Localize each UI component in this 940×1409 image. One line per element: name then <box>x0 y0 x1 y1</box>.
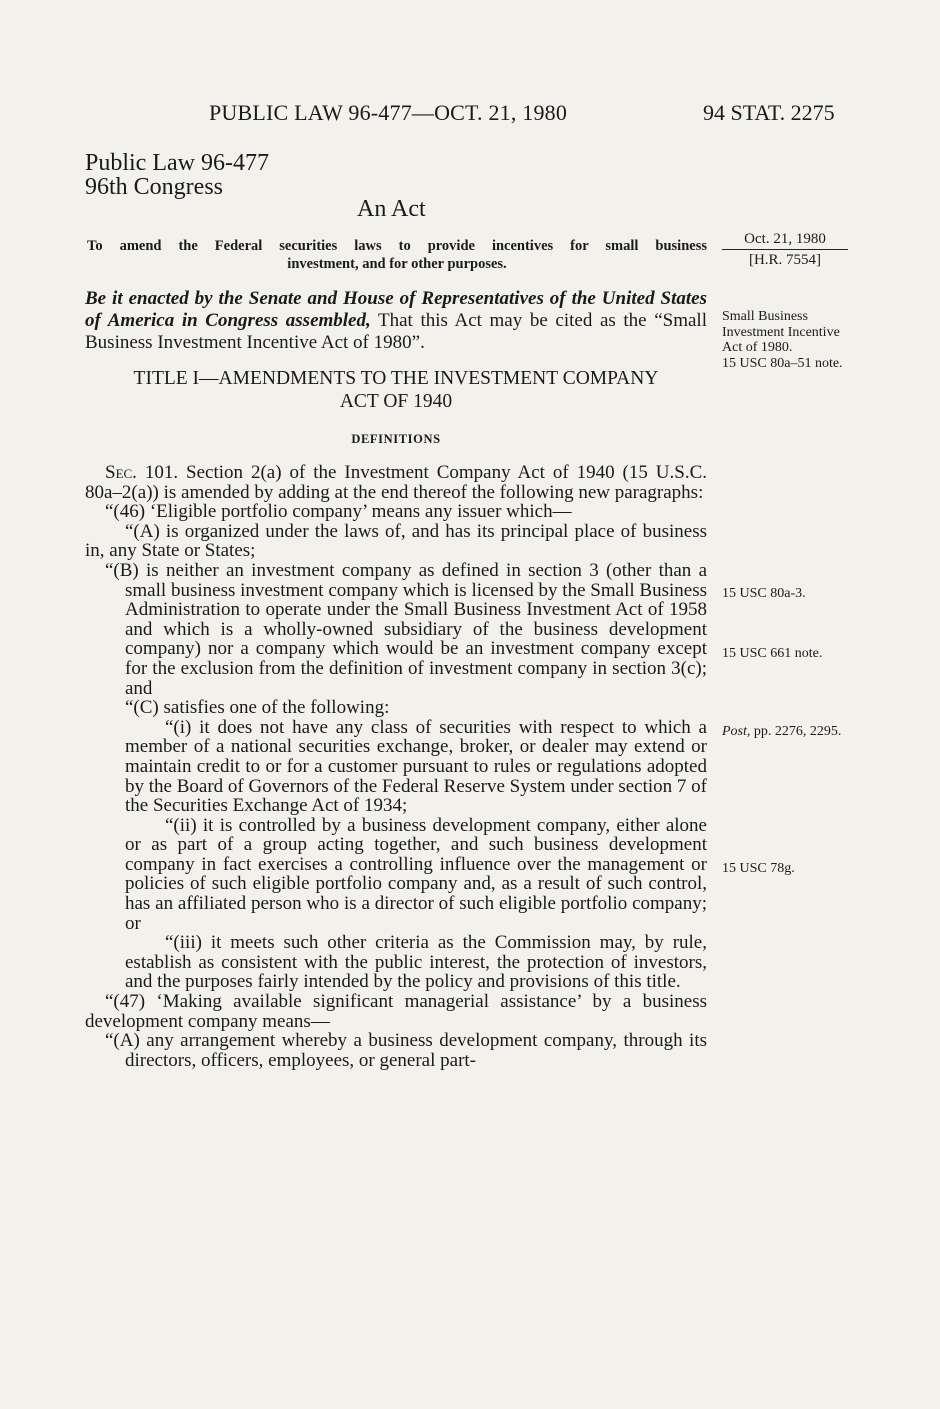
public-law-number: Public Law 96-477 <box>85 150 269 176</box>
statute-page-number: 94 STAT. 2275 <box>703 100 835 125</box>
enacting-clause <box>85 288 707 354</box>
act-purpose <box>87 237 707 273</box>
short-title-clause: That this Act may be cited as the “Small Business Investment Incentive Act of 1980”. <box>85 310 707 353</box>
margin-usc-note: 15 USC 80a–51 note. <box>722 355 843 371</box>
paragraph-46-c-iii: “(iii) it meets such other criteria as the Commission may, by rule, establish as consistent with the public interest, the protection of investors, and the purposes fairly intended by the policy and provisions of this title. <box>125 932 707 993</box>
section-101-text: 101. Section 2(a) of the Investment Company Act of 1940 (15 U.S.C. 80a–2(a)) is amended by adding at the end thereof the following new paragraphs: <box>85 462 707 503</box>
running-head: PUBLIC LAW 96-477—OCT. 21, 1980 <box>209 100 568 125</box>
title-heading-line-2: ACT OF 1940 <box>339 391 453 412</box>
congress-number: 96th Congress <box>85 174 223 200</box>
section-label: Sec. <box>105 462 137 483</box>
section-heading-definitions: DEFINITIONS <box>351 432 441 446</box>
paragraph-47-a: “(A) any arrangement whereby a business development company, through its directors, officers, employees, or general part- <box>105 1030 707 1071</box>
margin-date: Oct. 21, 1980 <box>722 231 848 250</box>
purpose-line-1: To amend the Federal securities laws to provide incentives for small business <box>87 238 707 254</box>
paragraph-46-c: “(C) satisfies one of the following: <box>125 697 390 719</box>
margin-note-post <box>722 724 847 739</box>
paragraph-46-b: “(B) is neither an investment company as defined in section 3 (other than a small business investment company which is licensed by the Small Business Administration to operate under the Small Business Investment Act of 1958 and which is a wholly-owned subsidiary of the business development company) nor a company which would be an investment company except for the exclusion from the definition of investment company in section 3(c); and <box>105 559 707 699</box>
act-heading: An Act <box>357 196 426 222</box>
enacting-formula: Be it enacted by the Senate and House of Representatives of the United States of America in Congress assembled, <box>85 288 707 331</box>
margin-bill-number: [H.R. 7554] <box>748 252 822 268</box>
paragraph-47: “(47) ‘Making available significant managerial assistance’ by a business development company means— <box>85 991 707 1032</box>
paragraph-46: “(46) ‘Eligible portfolio company’ means any issuer which— <box>105 501 572 523</box>
margin-note-661: 15 USC 661 note. <box>722 646 823 661</box>
paragraph-46-c-i: “(i) it does not have any class of securities with respect to which a member of a national securities exchange, broker, or dealer may extend or maintain credit to or for a customer pursuant to rules or regulations adopted by the Board of Governors of the Federal Reserve System under section 7 of the Securities Exchange Act of 1934; <box>125 716 707 817</box>
paragraph-46-c-ii: “(ii) it is controlled by a business development company, either alone or as part of a group acting together, and such business development company in fact exercises a controlling influence over the management or policies of such eligible portfolio company and, as a result of such control, has an affiliated person who is a director of such eligible portfolio company; or <box>125 814 707 934</box>
margin-post-pages: pp. 2276, 2295. <box>750 724 842 739</box>
section-101 <box>85 463 707 502</box>
section-text <box>85 463 707 1070</box>
purpose-line-2: investment, and for other purposes. <box>287 256 507 272</box>
paragraph-46-a: “(A) is organized under the laws of, and has its principal place of business in, any State or States; <box>85 520 707 562</box>
title-heading-line-1: TITLE I—AMENDMENTS TO THE INVESTMENT COMPANY <box>133 368 659 389</box>
margin-short-title-note <box>722 309 847 371</box>
margin-short-title: Small Business Investment Incentive Act of 1980. <box>722 309 840 355</box>
margin-note-78g: 15 USC 78g. <box>722 861 795 876</box>
title-heading <box>85 367 707 413</box>
margin-post-label: Post, <box>722 724 751 739</box>
margin-note-80a-3: 15 USC 80a-3. <box>722 586 806 601</box>
